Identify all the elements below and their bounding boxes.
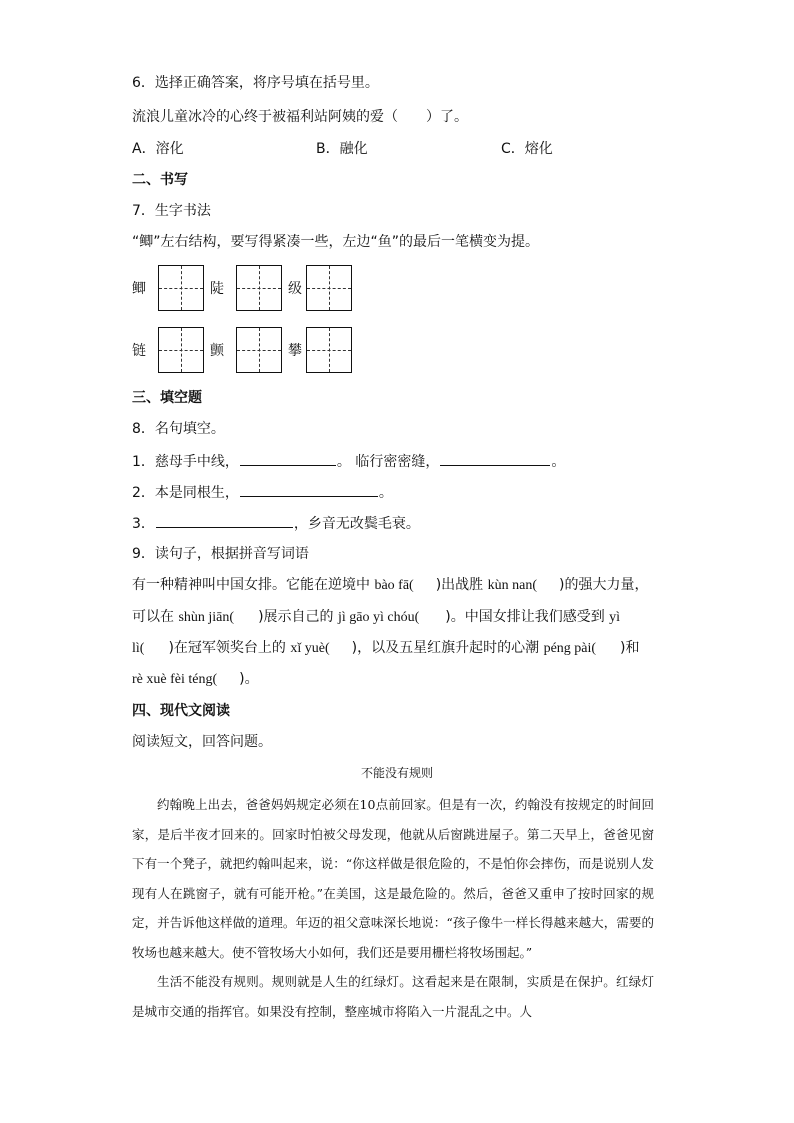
passage-title: 不能没有规则 — [360, 766, 433, 780]
q8-line-2: 2．本是同根生， 。 — [132, 482, 393, 503]
q7-title: 7．生字书法 — [132, 203, 211, 219]
char-pan: 攀 — [288, 343, 302, 359]
writing-box[interactable] — [158, 265, 204, 311]
writing-box[interactable] — [306, 265, 352, 311]
q7-note: “鲫”左右结构，要写得紧凑一些，左边“鱼”的最后一笔横变为提。 — [132, 234, 540, 250]
q8-line-3: 3． ，乡音无改鬓毛衰。 — [132, 513, 420, 534]
q9-sentence-1: 有一种精神叫中国女排。它能在逆境中 bào fā( )出战胜 kùn nan( )的强大力量， — [132, 577, 649, 593]
passage-paragraph-2: 生活不能没有规则。规则就是人生的红绿灯。这看起来是在限制，实质是在保护。红绿灯是城市交通的指挥官。如果没有控制，整座城市将陷入一片混乱之中。人 — [132, 974, 654, 1019]
char-chan: 颤 — [210, 343, 224, 359]
section2-heading: 二、书写 — [132, 172, 188, 188]
q9-sentence-3: lì( )在冠军领奖台上的 xǐ yuè( )，以及五星红旗升起时的心潮 péng pài( )和 — [132, 640, 640, 656]
q9-sentence-4: rè xuè fèi téng( )。 — [132, 671, 259, 687]
q9-sentence-2: 可以在 shùn jiān( )展示自己的 jì gāo yì chóu( )。中国女排让我们感受到 yì — [132, 609, 621, 625]
passage-body — [132, 790, 654, 1026]
q6-option-b[interactable]: B．融化 — [316, 141, 368, 157]
q8-blank-4[interactable] — [156, 513, 293, 528]
writing-box[interactable] — [158, 327, 204, 373]
char-dou: 陡 — [210, 281, 224, 297]
q8-line-1: 1．慈母手中线， 。 临行密密缝， 。 — [132, 451, 565, 472]
writing-box[interactable] — [236, 327, 282, 373]
char-lian: 链 — [132, 343, 146, 359]
writing-box[interactable] — [306, 327, 352, 373]
q6-sentence-b: ）了。 — [426, 109, 468, 125]
q8-blank-1[interactable] — [240, 451, 336, 466]
writing-box[interactable] — [236, 265, 282, 311]
q6-sentence-a: 流浪儿童冰冷的心终于被福利站阿姨的爱（ — [132, 109, 398, 125]
char-ji: 鲫 — [132, 281, 146, 297]
q6-option-a[interactable]: A．溶化 — [132, 141, 184, 157]
passage-paragraph-1: 约翰晚上出去，爸爸妈妈规定必须在10点前回家。但是有一次，约翰没有按规定的时间回家，是后半夜才回来的。回家时怕被父母发现，他就从后窗跳进屋子。第二天早上，爸爸见窗下有一个凳子，就把约翰叫起来，说：“你这样做是很危险的，不是怕你会摔伤，而是说别人发现有人在跳窗子，就有可能开枪。”在美国，这是最危险的。然后，爸爸又重申了按时回家的规定，并告诉他这样做的道理。年迈的祖父意味深长地说：“孩子像牛一样长得越来越大，需要的牧场也越来越大。使不管牧场大小如何，我们还是要用栅栏将牧场围起。” — [132, 797, 654, 960]
section3-heading: 三、填空题 — [132, 390, 202, 406]
reading-intro: 阅读短文，回答问题。 — [132, 734, 272, 750]
q8-blank-3[interactable] — [240, 482, 378, 497]
q6-option-c[interactable]: C．熔化 — [501, 141, 553, 157]
q6-title: 6．选择正确答案，将序号填在括号里。 — [132, 75, 379, 91]
q8-title: 8．名句填空。 — [132, 421, 225, 437]
q9-title: 9．读句子，根据拼音写词语 — [132, 546, 309, 562]
char-ji2: 级 — [288, 281, 302, 297]
q8-blank-2[interactable] — [440, 451, 550, 466]
q6-sentence — [132, 107, 468, 127]
section4-heading: 四、现代文阅读 — [132, 703, 230, 719]
